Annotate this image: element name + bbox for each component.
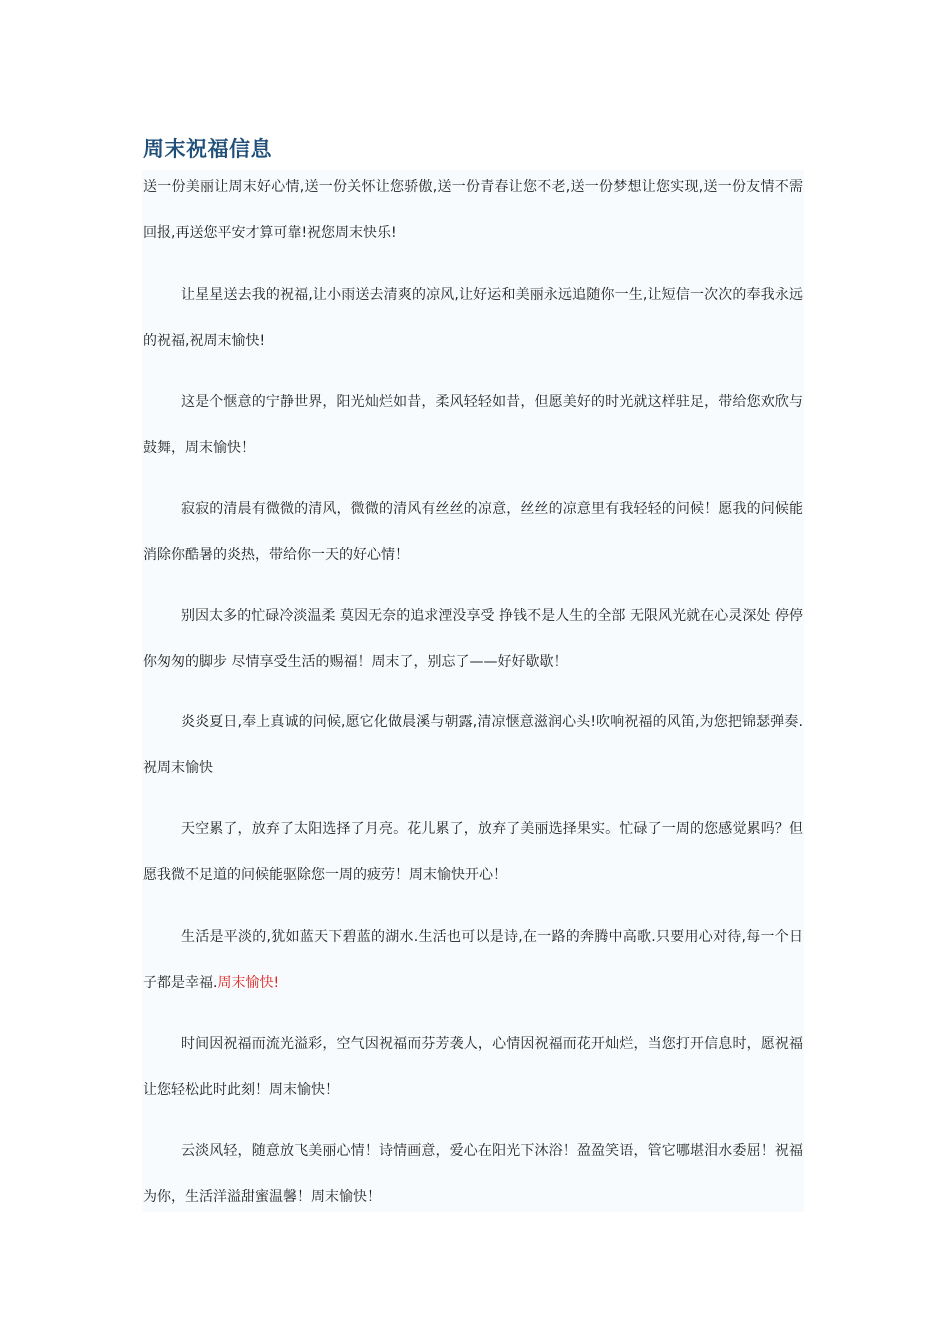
paragraph-9: 时间因祝福而流光溢彩，空气因祝福而芬芳袭人，心情因祝福而花开灿烂，当您打开信息时，愿祝福让您轻松此时此刻！周末愉快！	[143, 1036, 803, 1098]
paragraph-8	[143, 914, 803, 1006]
paragraph-4: 寂寂的清晨有微微的清风，微微的清风有丝丝的凉意，丝丝的凉意里有我轻轻的问候！愿我的问候能消除你酷暑的炎热，带给你一天的好心情！	[143, 501, 803, 563]
paragraph-8-text: 生活是平淡的,犹如蓝天下碧蓝的湖水.生活也可以是诗,在一路的奔腾中高歌.只要用心对待,每一个日子都是幸福.	[143, 929, 803, 991]
paragraph-10: 云淡风轻，随意放飞美丽心情！诗情画意，爱心在阳光下沐浴！盈盈笑语，管它哪堪泪水委屈！祝福为你，生活洋溢甜蜜温馨！周末愉快！	[143, 1143, 803, 1205]
paragraph-3: 这是个惬意的宁静世界，阳光灿烂如昔，柔风轻轻如昔，但愿美好的时光就这样驻足，带给您欢欣与鼓舞，周末愉快！	[143, 394, 803, 456]
paragraph-1: 送一份美丽让周末好心情,送一份关怀让您骄傲,送一份青春让您不老,送一份梦想让您实现,送一份友情不需回报,再送您平安才算可靠!祝您周末快乐!	[143, 179, 803, 241]
paragraph-2: 让星星送去我的祝福,让小雨送去清爽的凉风,让好运和美丽永远追随你一生,让短信一次次的奉我永远的祝福,祝周末愉快!	[143, 287, 803, 349]
paragraph-5: 别因太多的忙碌冷淡温柔 莫因无奈的追求湮没享受 挣钱不是人生的全部 无限风光就在心灵深处 停停你匆匆的脚步 尽情享受生活的赐福！周末了，别忘了——好好歇歇！	[143, 608, 803, 670]
page-title: 周末祝福信息	[143, 137, 272, 161]
paragraph-7: 天空累了，放弃了太阳选择了月亮。花儿累了，放弃了美丽选择果实。忙碌了一周的您感觉累吗？但愿我微不足道的问候能驱除您一周的疲劳！周末愉快开心！	[143, 821, 803, 883]
paragraph-8-highlight: 周末愉快!	[217, 975, 280, 991]
paragraph-6: 炎炎夏日,奉上真诚的问候,愿它化做晨溪与朝露,清凉惬意滋润心头!吹响祝福的风笛,为您把锦瑟弹奏.祝周末愉快	[143, 714, 803, 776]
